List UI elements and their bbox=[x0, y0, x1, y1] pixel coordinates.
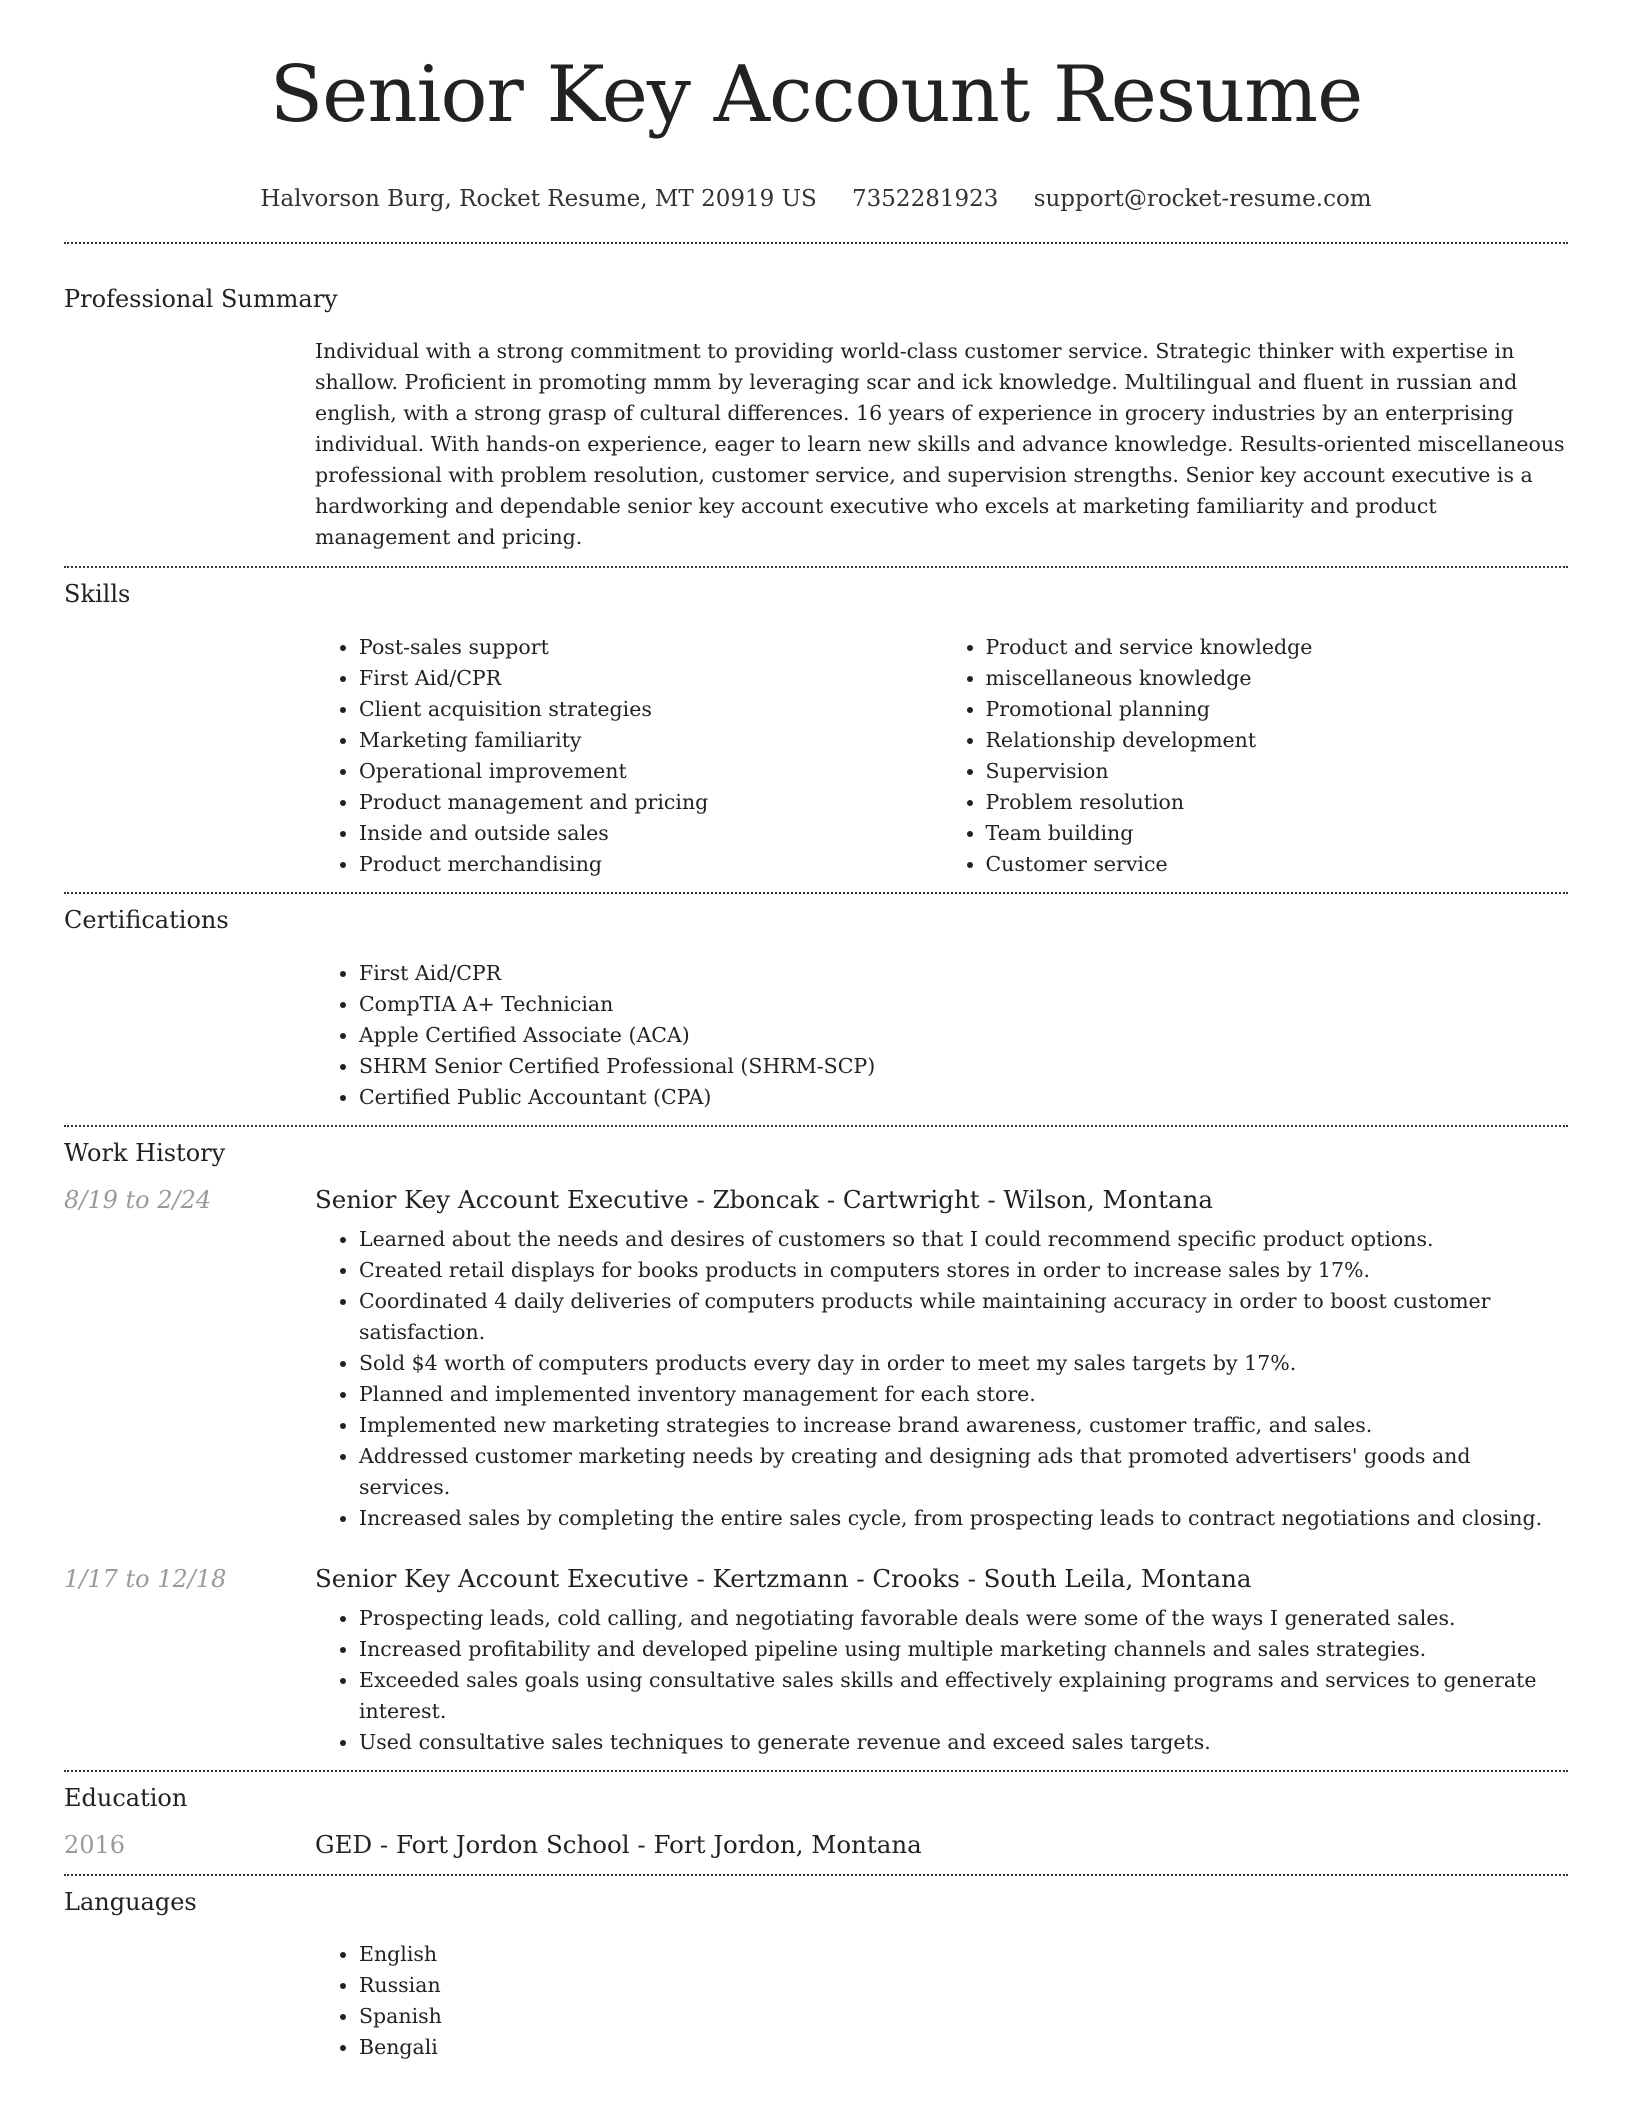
job-bullet: • Addressed customer marketing needs by creating and designing ads that promoted advertisers' goods and services. bbox=[359, 1441, 1568, 1503]
education-year: 2016 bbox=[64, 1830, 126, 1859]
certification-item: • First Aid/CPR bbox=[359, 958, 1568, 989]
languages-list bbox=[315, 1939, 1568, 2063]
certification-item: • Certified Public Accountant (CPA) bbox=[359, 1082, 1568, 1113]
skill-item: • Product management and pricing bbox=[359, 787, 942, 818]
job-entry bbox=[64, 1185, 1568, 1214]
divider bbox=[64, 892, 1568, 894]
skill-item: • Marketing familiarity bbox=[359, 725, 942, 756]
contact-email: support@rocket-resume.com bbox=[1033, 186, 1372, 212]
language-item: • Russian bbox=[359, 1970, 1568, 2001]
job-entry bbox=[64, 1564, 1568, 1593]
summary-text: Individual with a strong commitment to providing world-class customer service. Strategic thinker with expertise in shallow. Proficient in promoting mmm by leveraging scar and ick knowledge. Multilingual and fluent in russian and english, with a strong grasp of cultural differences. 16 years of experience in grocery industries by an enterprising individual. With hands-on experience, eager to learn new skills and advance knowledge. Results-oriented miscellaneous professional with problem resolution, customer service, and supervision strengths. Senior key account executive is a hardworking and dependable senior key account executive who excels at marketing familiarity and product management and pricing. bbox=[315, 339, 1565, 550]
skill-item: • First Aid/CPR bbox=[359, 663, 942, 694]
job-bullet: • Planned and implemented inventory management for each store. bbox=[359, 1379, 1568, 1410]
job-bullets bbox=[315, 1603, 1568, 1758]
job-bullet: • Coordinated 4 daily deliveries of computers products while maintaining accuracy in order to boost customer satisfaction. bbox=[359, 1286, 1568, 1348]
skills-column-right bbox=[942, 632, 1569, 880]
divider bbox=[64, 242, 1568, 244]
skill-item: • Supervision bbox=[986, 756, 1569, 787]
job-bullet: • Prospecting leads, cold calling, and negotiating favorable deals were some of the ways I generated sales. bbox=[359, 1603, 1568, 1634]
divider bbox=[64, 566, 1568, 568]
job-bullet: • Created retail displays for books products in computers stores in order to increase sales by 17%. bbox=[359, 1255, 1568, 1286]
language-item: • Spanish bbox=[359, 2001, 1568, 2032]
skill-item: • Inside and outside sales bbox=[359, 818, 942, 849]
skill-item: • Post-sales support bbox=[359, 632, 942, 663]
skill-item: • Client acquisition strategies bbox=[359, 694, 942, 725]
certifications-list bbox=[315, 958, 1568, 1113]
job-bullet: • Used consultative sales techniques to generate revenue and exceed sales targets. bbox=[359, 1727, 1568, 1758]
skill-item: • Promotional planning bbox=[986, 694, 1569, 725]
job-bullet: • Increased sales by completing the entire sales cycle, from prospecting leads to contract negotiations and closing. bbox=[359, 1503, 1568, 1534]
resume-page bbox=[64, 0, 1568, 2063]
skills-list bbox=[315, 632, 1568, 880]
skills-column-left bbox=[315, 632, 942, 880]
job-bullet: • Implemented new marketing strategies to increase brand awareness, customer traffic, and sales. bbox=[359, 1410, 1568, 1441]
job-bullet: • Learned about the needs and desires of customers so that I could recommend specific product options. bbox=[359, 1224, 1568, 1255]
summary-heading: Professional Summary bbox=[64, 284, 338, 313]
skill-item: • Problem resolution bbox=[986, 787, 1569, 818]
languages-heading: Languages bbox=[64, 1887, 197, 1916]
education-heading: Education bbox=[64, 1783, 188, 1812]
certification-item: • CompTIA A+ Technician bbox=[359, 989, 1568, 1020]
skill-item: • Customer service bbox=[986, 849, 1569, 880]
contact-line bbox=[64, 186, 1568, 214]
skill-item: • Team building bbox=[986, 818, 1569, 849]
job-bullet: • Increased profitability and developed pipeline using multiple marketing channels and sales strategies. bbox=[359, 1634, 1568, 1665]
job-title: Senior Key Account Executive - Zboncak - Cartwright - Wilson, Montana bbox=[315, 1184, 1213, 1214]
certifications-heading: Certifications bbox=[64, 906, 229, 935]
language-item: • English bbox=[359, 1939, 1568, 1970]
certification-item: • Apple Certified Associate (ACA) bbox=[359, 1020, 1568, 1051]
job-dates: 1/17 to 12/18 bbox=[64, 1564, 227, 1593]
job-bullet: • Sold $4 worth of computers products every day in order to meet my sales targets by 17%. bbox=[359, 1348, 1568, 1379]
skills-heading: Skills bbox=[64, 580, 131, 609]
skill-item: • miscellaneous knowledge bbox=[986, 663, 1569, 694]
skill-item: • Operational improvement bbox=[359, 756, 942, 787]
divider bbox=[64, 1874, 1568, 1876]
contact-phone: 7352281923 bbox=[852, 186, 999, 212]
job-bullet: • Exceeded sales goals using consultative sales skills and effectively explaining programs and services to generate interest. bbox=[359, 1665, 1568, 1727]
contact-address: Halvorson Burg, Rocket Resume, MT 20919 US bbox=[260, 186, 817, 212]
divider bbox=[64, 1125, 1568, 1127]
skill-item: • Relationship development bbox=[986, 725, 1569, 756]
certification-item: • SHRM Senior Certified Professional (SHRM-SCP) bbox=[359, 1051, 1568, 1082]
language-item: • Bengali bbox=[359, 2032, 1568, 2063]
skill-item: • Product merchandising bbox=[359, 849, 942, 880]
skill-item: • Product and service knowledge bbox=[986, 632, 1569, 663]
work-history-heading: Work History bbox=[64, 1138, 226, 1167]
education-entry bbox=[64, 1830, 1568, 1859]
job-title: Senior Key Account Executive - Kertzmann - Crooks - South Leila, Montana bbox=[315, 1563, 1252, 1593]
education-detail: GED - Fort Jordon School - Fort Jordon, Montana bbox=[315, 1829, 922, 1859]
job-dates: 8/19 to 2/24 bbox=[64, 1185, 212, 1214]
resume-title: Senior Key Account Resume bbox=[269, 50, 1363, 140]
divider bbox=[64, 1770, 1568, 1772]
job-bullets bbox=[315, 1224, 1568, 1534]
